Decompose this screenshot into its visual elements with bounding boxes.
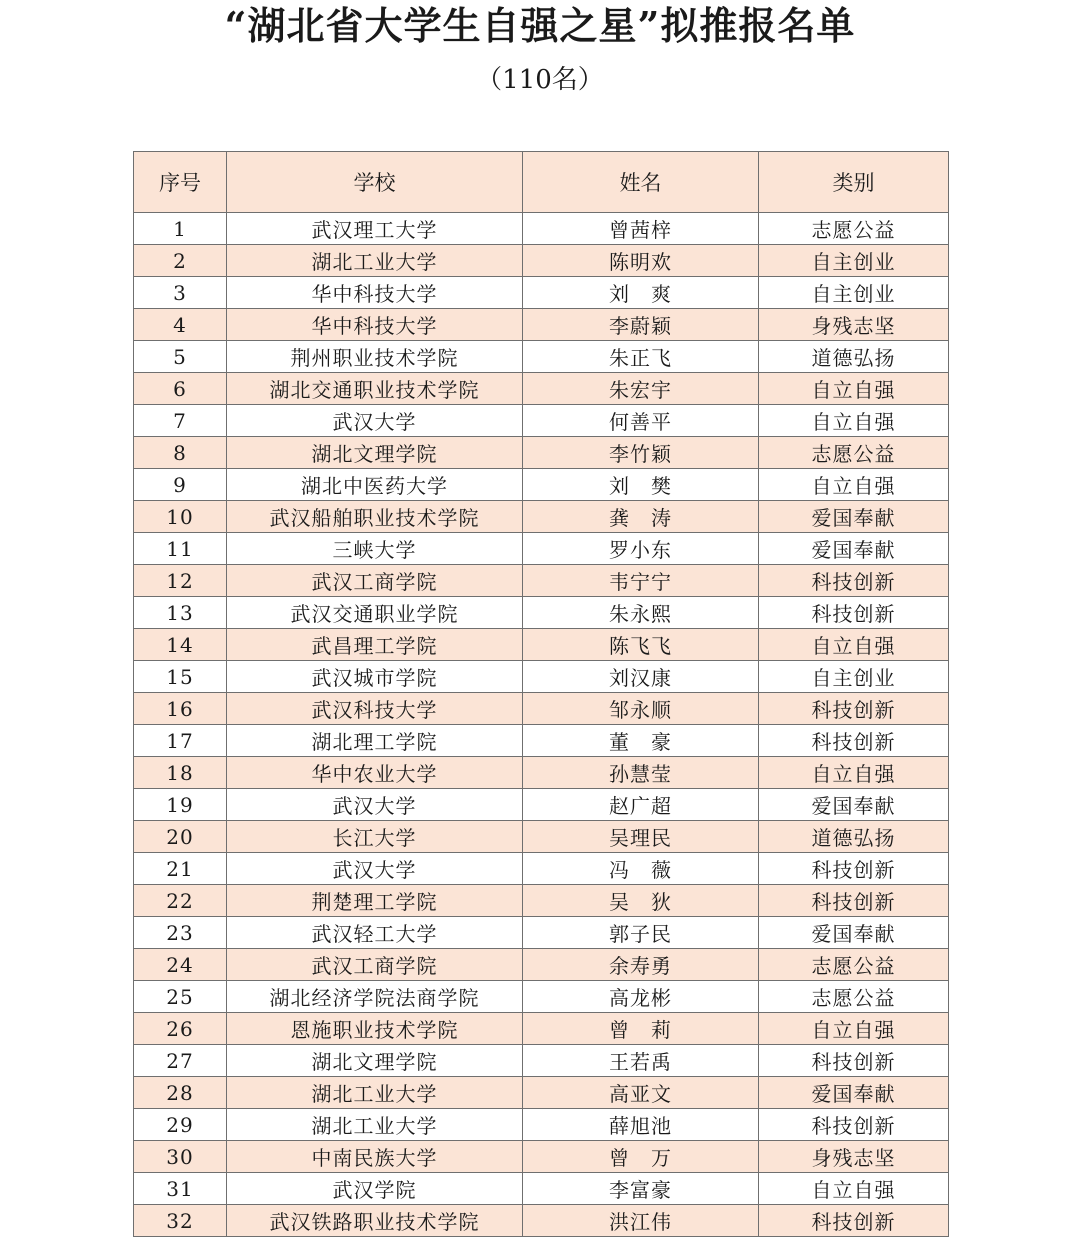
cell-index: 17	[134, 725, 227, 757]
cell-category: 爱国奉献	[759, 917, 949, 949]
cell-school: 湖北工业大学	[227, 1077, 523, 1109]
cell-category: 科技创新	[759, 853, 949, 885]
cell-index: 18	[134, 757, 227, 789]
cell-index: 28	[134, 1077, 227, 1109]
cell-name: 王若禹	[523, 1045, 759, 1077]
table-body	[134, 213, 949, 1237]
header-school: 学校	[227, 152, 523, 213]
cell-index: 20	[134, 821, 227, 853]
cell-category: 科技创新	[759, 1109, 949, 1141]
cell-school: 武汉轻工大学	[227, 917, 523, 949]
table-row	[134, 405, 949, 437]
table-row	[134, 245, 949, 277]
table-row	[134, 309, 949, 341]
table-row	[134, 1205, 949, 1237]
table-row	[134, 917, 949, 949]
cell-school: 武汉交通职业学院	[227, 597, 523, 629]
cell-name: 刘 樊	[523, 469, 759, 501]
cell-school: 武汉工商学院	[227, 949, 523, 981]
table-row	[134, 341, 949, 373]
cell-school: 武汉工商学院	[227, 565, 523, 597]
cell-category: 身残志坚	[759, 309, 949, 341]
document-title: “湖北省大学生自强之星”拟推报名单	[224, 3, 856, 48]
cell-category: 科技创新	[759, 1205, 949, 1237]
table-row	[134, 853, 949, 885]
cell-index: 24	[134, 949, 227, 981]
cell-name: 曾 莉	[523, 1013, 759, 1045]
document-subtitle: （110名）	[476, 65, 604, 95]
cell-name: 冯 薇	[523, 853, 759, 885]
cell-school: 武汉大学	[227, 789, 523, 821]
cell-category: 自立自强	[759, 1173, 949, 1205]
cell-index: 16	[134, 693, 227, 725]
cell-name: 郭子民	[523, 917, 759, 949]
cell-index: 3	[134, 277, 227, 309]
cell-school: 武汉大学	[227, 405, 523, 437]
table-row	[134, 1109, 949, 1141]
cell-school: 中南民族大学	[227, 1141, 523, 1173]
cell-name: 吴理民	[523, 821, 759, 853]
cell-index: 26	[134, 1013, 227, 1045]
cell-name: 龚 涛	[523, 501, 759, 533]
table-row	[134, 629, 949, 661]
cell-name: 李竹颖	[523, 437, 759, 469]
cell-name: 曾 万	[523, 1141, 759, 1173]
cell-school: 武汉大学	[227, 853, 523, 885]
cell-category: 身残志坚	[759, 1141, 949, 1173]
cell-name: 陈飞飞	[523, 629, 759, 661]
cell-category: 道德弘扬	[759, 341, 949, 373]
cell-index: 27	[134, 1045, 227, 1077]
table-row	[134, 1077, 949, 1109]
cell-name: 李富豪	[523, 1173, 759, 1205]
cell-name: 薛旭池	[523, 1109, 759, 1141]
cell-name: 赵广超	[523, 789, 759, 821]
cell-category: 科技创新	[759, 725, 949, 757]
table-row	[134, 373, 949, 405]
cell-index: 12	[134, 565, 227, 597]
cell-name: 朱宏宇	[523, 373, 759, 405]
cell-index: 9	[134, 469, 227, 501]
cell-category: 科技创新	[759, 1045, 949, 1077]
cell-category: 自立自强	[759, 405, 949, 437]
cell-name: 孙慧莹	[523, 757, 759, 789]
cell-school: 湖北中医药大学	[227, 469, 523, 501]
cell-school: 武昌理工学院	[227, 629, 523, 661]
cell-name: 刘汉康	[523, 661, 759, 693]
cell-school: 湖北工业大学	[227, 1109, 523, 1141]
cell-school: 武汉船舶职业技术学院	[227, 501, 523, 533]
cell-category: 自立自强	[759, 757, 949, 789]
cell-name: 朱永熙	[523, 597, 759, 629]
cell-name: 刘 爽	[523, 277, 759, 309]
cell-school: 三峡大学	[227, 533, 523, 565]
table-row	[134, 469, 949, 501]
header-index: 序号	[134, 152, 227, 213]
cell-category: 科技创新	[759, 565, 949, 597]
header-category: 类别	[759, 152, 949, 213]
cell-category: 自主创业	[759, 661, 949, 693]
cell-school: 武汉铁路职业技术学院	[227, 1205, 523, 1237]
cell-category: 自立自强	[759, 629, 949, 661]
table-row	[134, 949, 949, 981]
cell-name: 李蔚颖	[523, 309, 759, 341]
cell-category: 爱国奉献	[759, 1077, 949, 1109]
table-row	[134, 437, 949, 469]
cell-school: 湖北经济学院法商学院	[227, 981, 523, 1013]
table-row	[134, 277, 949, 309]
cell-name: 高亚文	[523, 1077, 759, 1109]
table-row	[134, 757, 949, 789]
cell-school: 华中农业大学	[227, 757, 523, 789]
cell-index: 13	[134, 597, 227, 629]
table-row	[134, 533, 949, 565]
cell-index: 29	[134, 1109, 227, 1141]
cell-name: 朱正飞	[523, 341, 759, 373]
cell-index: 8	[134, 437, 227, 469]
table-row	[134, 821, 949, 853]
table-row	[134, 213, 949, 245]
table-row	[134, 981, 949, 1013]
cell-category: 爱国奉献	[759, 789, 949, 821]
cell-index: 15	[134, 661, 227, 693]
cell-category: 科技创新	[759, 693, 949, 725]
cell-index: 1	[134, 213, 227, 245]
cell-index: 5	[134, 341, 227, 373]
cell-index: 31	[134, 1173, 227, 1205]
cell-name: 吴 狄	[523, 885, 759, 917]
cell-category: 自立自强	[759, 1013, 949, 1045]
cell-name: 韦宁宁	[523, 565, 759, 597]
cell-category: 志愿公益	[759, 437, 949, 469]
cell-category: 自主创业	[759, 277, 949, 309]
table-row	[134, 725, 949, 757]
cell-school: 湖北文理学院	[227, 437, 523, 469]
table-row	[134, 501, 949, 533]
cell-index: 25	[134, 981, 227, 1013]
cell-school: 湖北文理学院	[227, 1045, 523, 1077]
cell-index: 10	[134, 501, 227, 533]
cell-category: 自主创业	[759, 245, 949, 277]
header-name: 姓名	[523, 152, 759, 213]
table-row	[134, 789, 949, 821]
cell-school: 恩施职业技术学院	[227, 1013, 523, 1045]
cell-index: 32	[134, 1205, 227, 1237]
cell-index: 14	[134, 629, 227, 661]
cell-index: 21	[134, 853, 227, 885]
cell-index: 22	[134, 885, 227, 917]
cell-index: 7	[134, 405, 227, 437]
cell-category: 科技创新	[759, 885, 949, 917]
table-row	[134, 661, 949, 693]
cell-school: 武汉城市学院	[227, 661, 523, 693]
cell-index: 4	[134, 309, 227, 341]
cell-name: 高龙彬	[523, 981, 759, 1013]
cell-school: 华中科技大学	[227, 277, 523, 309]
cell-school: 湖北理工学院	[227, 725, 523, 757]
table-row	[134, 1141, 949, 1173]
table-row	[134, 565, 949, 597]
cell-category: 爱国奉献	[759, 533, 949, 565]
table-header-row	[134, 152, 949, 213]
cell-index: 23	[134, 917, 227, 949]
table-row	[134, 885, 949, 917]
cell-index: 19	[134, 789, 227, 821]
cell-school: 武汉科技大学	[227, 693, 523, 725]
cell-index: 2	[134, 245, 227, 277]
table-row	[134, 597, 949, 629]
cell-category: 道德弘扬	[759, 821, 949, 853]
cell-name: 董 豪	[523, 725, 759, 757]
cell-name: 何善平	[523, 405, 759, 437]
cell-school: 长江大学	[227, 821, 523, 853]
cell-category: 志愿公益	[759, 213, 949, 245]
cell-name: 邹永顺	[523, 693, 759, 725]
cell-school: 武汉学院	[227, 1173, 523, 1205]
cell-school: 华中科技大学	[227, 309, 523, 341]
cell-category: 自立自强	[759, 469, 949, 501]
roster-table	[133, 151, 949, 1237]
cell-name: 罗小东	[523, 533, 759, 565]
table-row	[134, 1173, 949, 1205]
cell-school: 荆楚理工学院	[227, 885, 523, 917]
table-row	[134, 1013, 949, 1045]
cell-category: 志愿公益	[759, 949, 949, 981]
cell-category: 志愿公益	[759, 981, 949, 1013]
cell-name: 洪江伟	[523, 1205, 759, 1237]
cell-index: 6	[134, 373, 227, 405]
cell-index: 30	[134, 1141, 227, 1173]
table-row	[134, 693, 949, 725]
cell-index: 11	[134, 533, 227, 565]
cell-school: 湖北交通职业技术学院	[227, 373, 523, 405]
cell-category: 自立自强	[759, 373, 949, 405]
cell-category: 科技创新	[759, 597, 949, 629]
cell-school: 武汉理工大学	[227, 213, 523, 245]
table-row	[134, 1045, 949, 1077]
cell-school: 荆州职业技术学院	[227, 341, 523, 373]
cell-name: 余寿勇	[523, 949, 759, 981]
cell-category: 爱国奉献	[759, 501, 949, 533]
cell-school: 湖北工业大学	[227, 245, 523, 277]
cell-name: 曾茜梓	[523, 213, 759, 245]
cell-name: 陈明欢	[523, 245, 759, 277]
